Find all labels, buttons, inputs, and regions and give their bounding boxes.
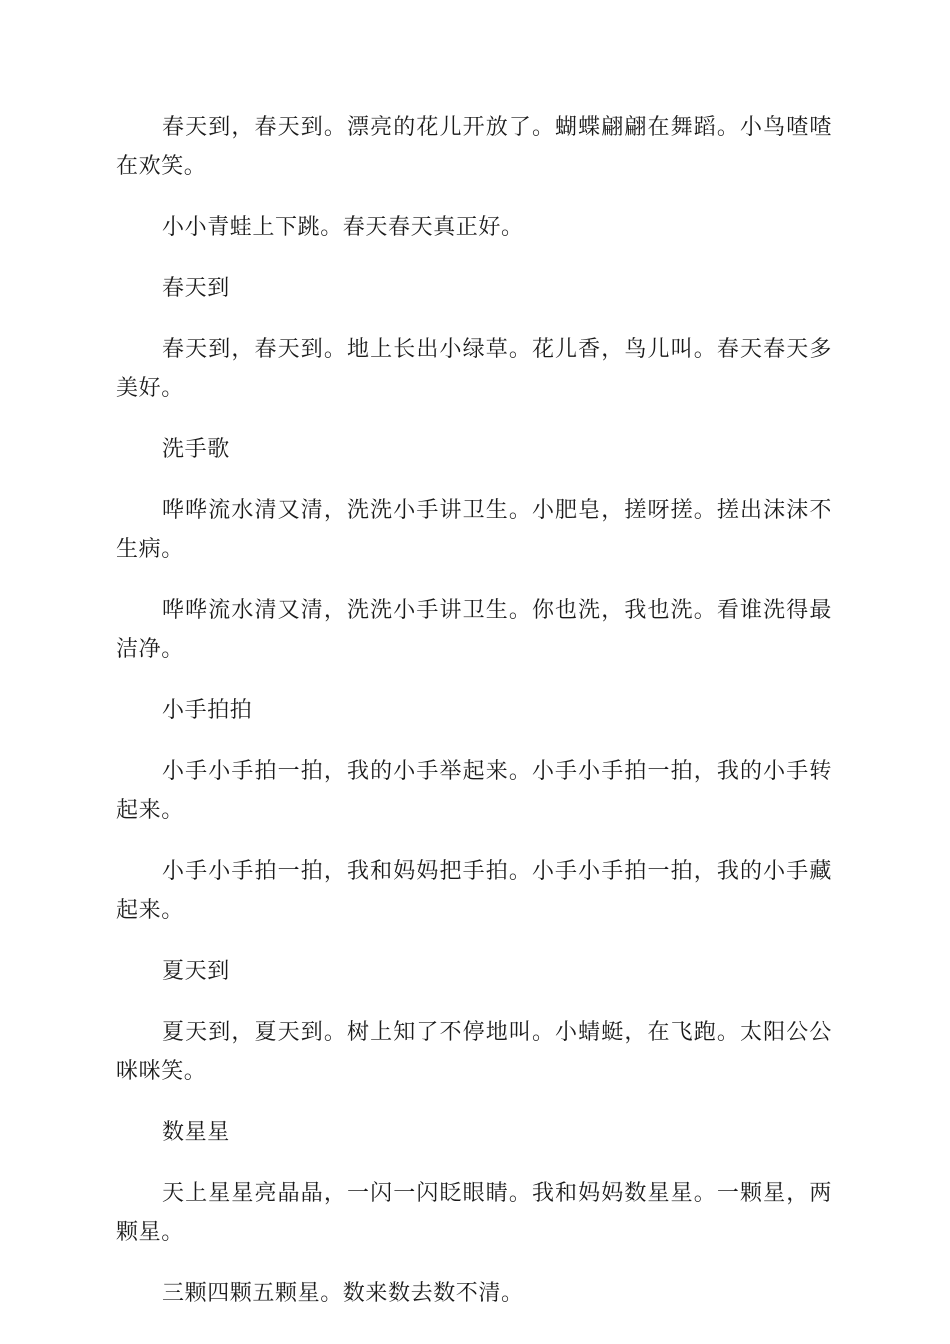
paragraph: 春天到，春天到。地上长出小绿草。花儿香，鸟儿叫。春天春天多美好。	[116, 337, 832, 401]
section-title: 数星星	[162, 1120, 230, 1145]
section-title: 小手拍拍	[162, 698, 253, 723]
paragraph: 小小青蛙上下跳。春天春天真正好。	[162, 215, 524, 240]
paragraph: 哗哗流水清又清，洗洗小手讲卫生。小肥皂，搓呀搓。搓出沫沫不生病。	[116, 498, 832, 562]
document-page	[116, 108, 832, 1335]
section-title: 夏天到	[162, 959, 230, 984]
paragraph: 小手小手拍一拍，我的小手举起来。小手小手拍一拍，我的小手转起来。	[116, 759, 832, 823]
section-title: 洗手歌	[162, 437, 230, 462]
paragraph: 天上星星亮晶晶，一闪一闪眨眼睛。我和妈妈数星星。一颗星，两颗星。	[116, 1181, 832, 1245]
paragraph: 春天到，春天到。漂亮的花儿开放了。蝴蝶翩翩在舞蹈。小鸟喳喳在欢笑。	[116, 115, 832, 179]
paragraph: 夏天到，夏天到。树上知了不停地叫。小蜻蜓，在飞跑。太阳公公咪咪笑。	[116, 1020, 832, 1084]
paragraph: 小手小手拍一拍，我和妈妈把手拍。小手小手拍一拍，我的小手藏起来。	[116, 859, 832, 923]
paragraph: 三颗四颗五颗星。数来数去数不清。	[162, 1281, 524, 1306]
section-title: 春天到	[162, 276, 230, 301]
paragraph: 哗哗流水清又清，洗洗小手讲卫生。你也洗，我也洗。看谁洗得最洁净。	[116, 598, 832, 662]
